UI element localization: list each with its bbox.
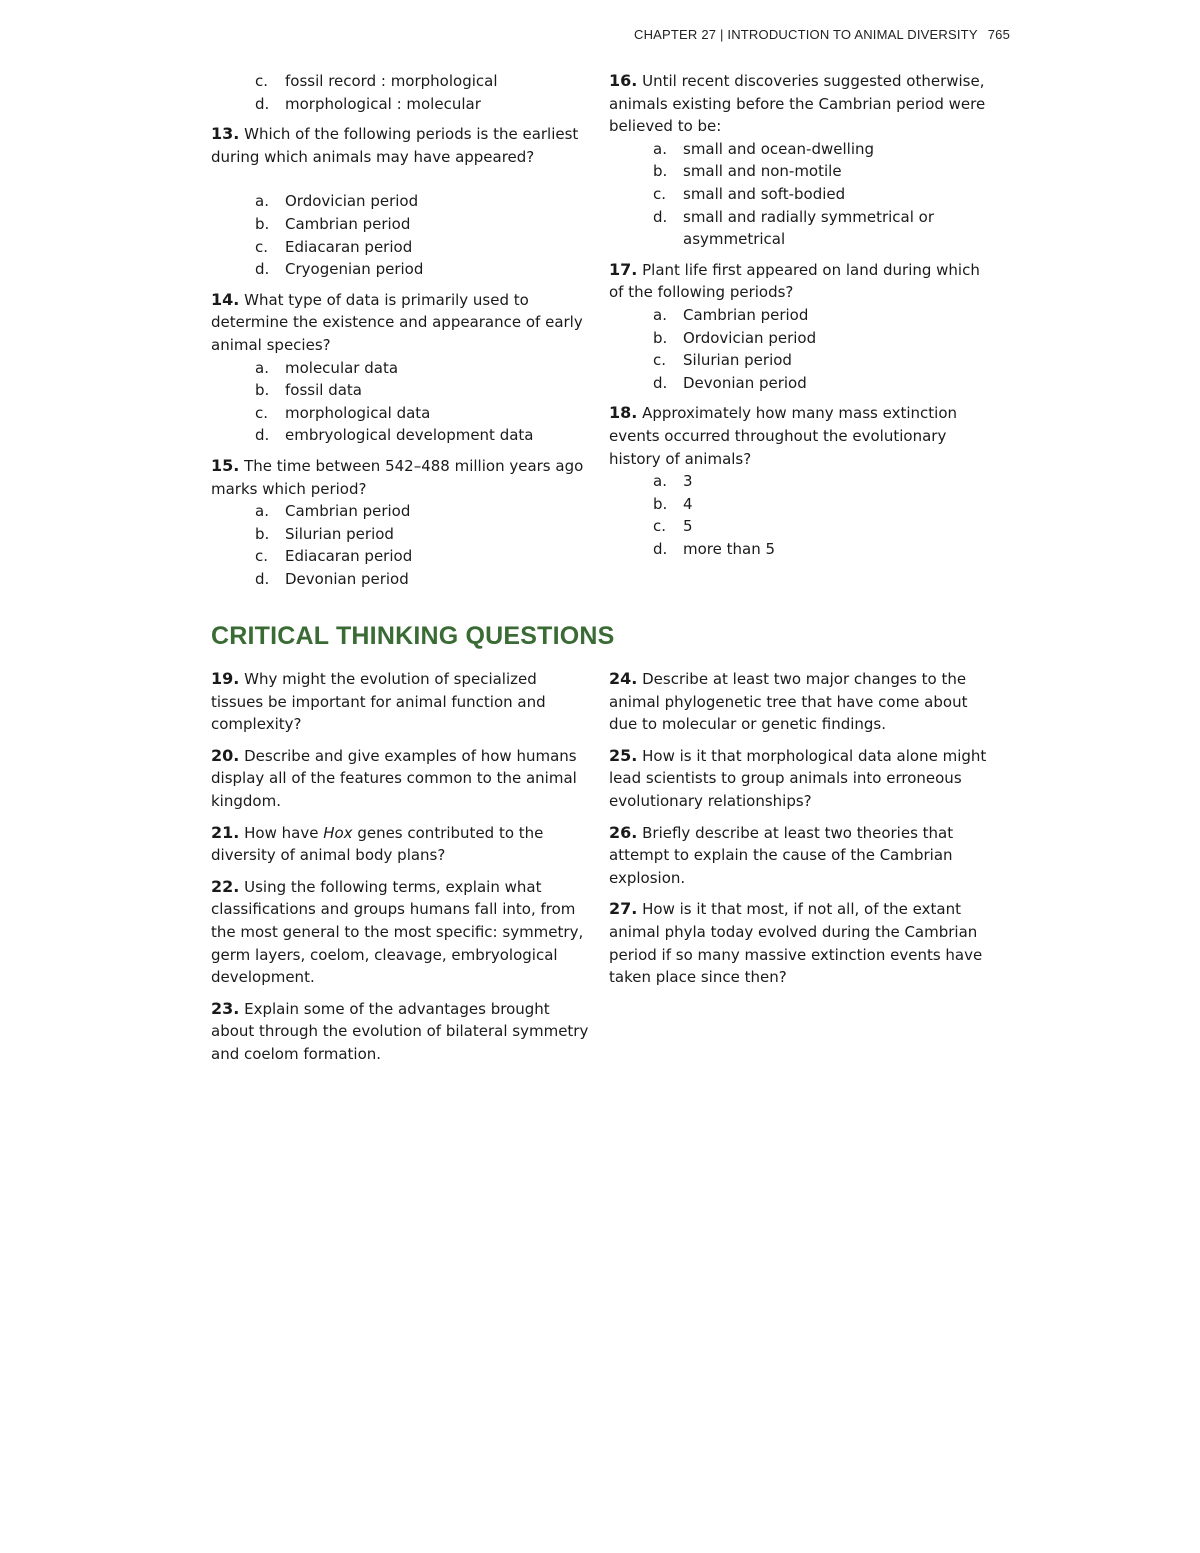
option-letter: d. [653,373,668,392]
option-text: embryological development data [285,426,534,445]
option-letter: c. [653,517,667,536]
option-letter: a. [255,358,269,377]
option-text: more than 5 [683,539,776,558]
option-text: morphological : molecular [285,94,481,113]
option-text: 5 [683,517,693,536]
question-24 [609,668,991,736]
running-head-title: CHAPTER 27 | INTRODUCTION TO ANIMAL DIVERSITY [634,27,978,42]
question-number: 23. [211,998,240,1018]
question-text: The time between 542–488 million years ago marks which period? [211,456,584,498]
option-text: fossil data [285,381,362,400]
option-text: 3 [683,472,693,491]
option-b [211,379,591,402]
option-letter: c. [653,351,667,370]
question-text-italic: Hox [323,823,353,842]
question-text: Approximately how many mass extinction events occurred throughout the evolutionary history of animals? [609,404,958,468]
option-d [211,258,591,281]
option-b [609,493,989,516]
option-text: small and soft-bodied [683,184,846,203]
option-text: small and non-motile [683,162,842,181]
option-b [211,523,591,546]
options-list [609,304,989,394]
question-stem [211,289,591,357]
question-number: 24. [609,669,638,688]
option-a [609,470,989,493]
options-list [211,190,591,280]
question-15 [211,455,591,591]
option-d [609,372,989,395]
question-number: 14. [211,289,240,309]
option-text: Devonian period [683,373,807,392]
option-text: fossil record : morphological [285,72,498,90]
question-text: Describe and give examples of how humans display all of the features common to the animal kingdom. [211,746,577,810]
question-17 [609,259,989,395]
question-20 [211,745,593,813]
option-b [609,160,989,183]
question-stem [609,70,989,138]
question-number: 26. [609,822,638,842]
question-14 [211,289,591,447]
option-d [211,568,591,591]
option-letter: d. [653,207,668,226]
option-c [609,515,989,538]
option-text: Cambrian period [285,214,411,233]
option-c [211,70,591,93]
options-list [211,357,591,447]
question-12-continued [211,70,591,115]
option-text: Devonian period [285,569,409,588]
question-number: 18. [609,403,638,423]
option-text: Cambrian period [285,502,411,521]
question-number: 22. [211,876,240,896]
question-text: genes contributed to the diversity of animal body plans? [211,823,544,865]
critical-left-column [211,668,593,1075]
option-letter: b. [255,381,270,400]
question-22 [211,876,593,989]
option-text: 4 [683,494,693,513]
question-number: 19. [211,669,240,688]
option-letter: b. [653,162,668,181]
option-letter: d. [255,94,270,113]
option-letter: c. [255,403,269,422]
option-d [211,424,591,447]
question-text: Using the following terms, explain what classifications and groups humans fall into, from the most general to the most specific: symmetry, germ layers, coelom, cleavage, embryological development. [211,877,584,987]
option-d [609,206,989,251]
question-number: 16. [609,71,638,90]
critical-right-column [609,668,991,998]
question-number: 13. [211,124,240,144]
option-c [211,545,591,568]
question-number: 20. [211,745,240,765]
question-27 [609,898,991,988]
option-d [211,93,591,116]
running-head [634,27,1010,42]
question-16 [609,70,989,251]
spacer [211,168,591,190]
question-26 [609,822,991,890]
question-text: Which of the following periods is the earliest during which animals may have appeared? [211,125,579,166]
option-letter: c. [653,184,667,203]
option-text: small and radially symmetrical or asymmetrical [683,207,935,249]
question-text: How is it that morphological data alone might lead scientists to group animals into erroneous evolutionary relationships? [609,746,987,810]
question-25 [609,745,991,813]
option-d [609,538,989,561]
left-column [211,70,591,598]
question-stem [609,259,989,304]
option-text: small and ocean-dwelling [683,139,875,158]
question-number: 27. [609,899,638,919]
options-list [211,70,591,115]
option-letter: b. [255,524,270,543]
option-letter: d. [255,260,270,279]
option-letter: c. [255,547,269,566]
option-a [211,500,591,523]
question-18 [609,402,989,560]
question-text: What type of data is primarily used to determine the existence and appearance of early animal species? [211,290,583,354]
question-number: 21. [211,822,240,842]
question-number: 15. [211,455,240,475]
question-13 [211,123,591,281]
option-letter: d. [255,569,270,588]
option-letter: b. [653,494,668,513]
options-list [609,138,989,251]
option-c [211,236,591,259]
option-a [211,190,591,213]
option-letter: a. [653,472,667,491]
right-column [609,70,989,568]
option-text: morphological data [285,403,431,422]
option-letter: c. [255,72,269,90]
option-letter: d. [653,539,668,558]
option-text: Ordovician period [683,328,817,347]
question-text: Why might the evolution of specialized tissues be important for animal function and complexity? [211,670,546,734]
question-text: How is it that most, if not all, of the extant animal phyla today evolved during the Cambrian period if so many massive extinction events have taken place since then? [609,900,983,987]
option-text: molecular data [285,358,399,377]
option-a [211,357,591,380]
option-letter: a. [653,305,667,324]
options-list [609,470,989,560]
option-letter: b. [255,214,270,233]
question-stem [211,123,591,168]
options-list [211,500,591,590]
option-text: Ediacaran period [285,547,413,566]
option-a [609,138,989,161]
option-text: Silurian period [285,524,394,543]
option-c [609,349,989,372]
question-text: Describe at least two major changes to the animal phylogenetic tree that have come about due to molecular or genetic findings. [609,670,968,734]
question-23 [211,998,593,1066]
option-letter: b. [653,328,668,347]
question-text: Plant life first appeared on land during which of the following periods? [609,260,980,302]
option-letter: a. [653,139,667,158]
question-21 [211,822,593,867]
option-b [609,327,989,350]
page-number: 765 [987,27,1010,42]
question-text: How have [244,823,324,842]
question-text: Until recent discoveries suggested otherwise, animals existing before the Cambrian period were believed to be: [609,72,986,136]
option-letter: a. [255,502,269,521]
option-c [211,402,591,425]
option-letter: d. [255,426,270,445]
question-number: 17. [609,259,638,279]
question-19 [211,668,593,736]
section-title: CRITICAL THINKING QUESTIONS [211,622,615,650]
question-text: Briefly describe at least two theories that attempt to explain the cause of the Cambrian explosion. [609,823,954,887]
option-b [211,213,591,236]
option-a [609,304,989,327]
option-text: Cryogenian period [285,260,424,279]
option-text: Silurian period [683,351,792,370]
option-letter: c. [255,237,269,256]
question-text: Explain some of the advantages brought about through the evolution of bilateral symmetry and coelom formation. [211,999,589,1063]
question-number: 25. [609,745,638,765]
question-stem [211,455,591,500]
option-text: Cambrian period [683,305,809,324]
question-stem [609,402,989,470]
option-text: Ordovician period [285,192,419,211]
option-c [609,183,989,206]
option-text: Ediacaran period [285,237,413,256]
option-letter: a. [255,192,269,211]
